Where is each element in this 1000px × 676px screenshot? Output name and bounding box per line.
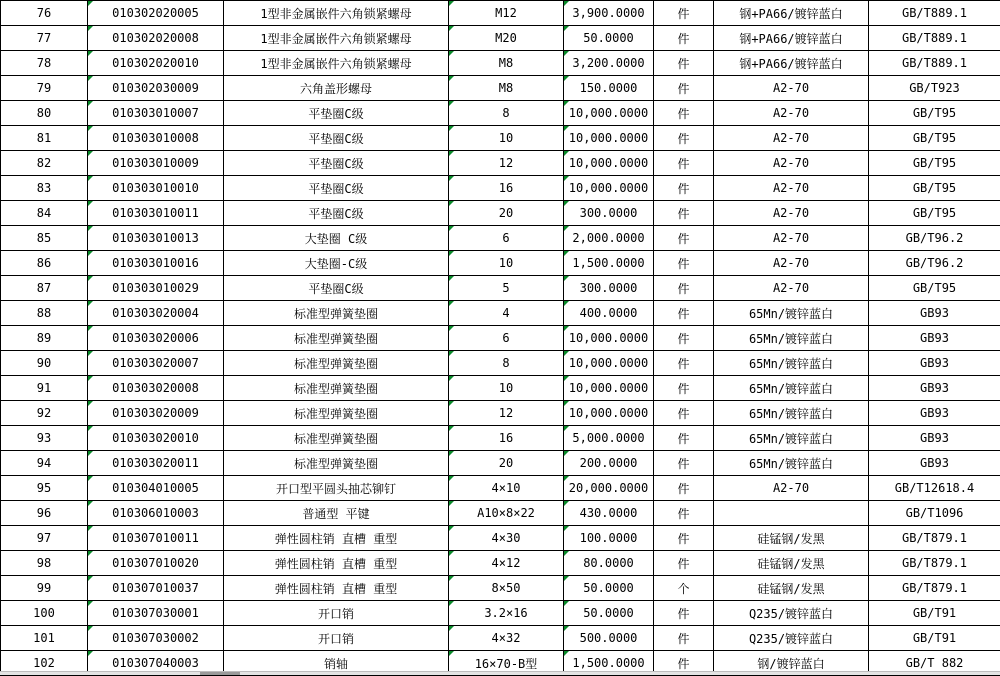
material-cell[interactable]: A2-70 bbox=[714, 276, 869, 301]
spec-cell[interactable]: 12 bbox=[449, 401, 564, 426]
row-number-cell[interactable]: 86 bbox=[1, 251, 88, 276]
row-number-cell[interactable]: 88 bbox=[1, 301, 88, 326]
item-code-cell[interactable]: 010303010016 bbox=[88, 251, 224, 276]
quantity-cell[interactable]: 1,500.0000 bbox=[564, 251, 654, 276]
row-number-cell[interactable]: 82 bbox=[1, 151, 88, 176]
quantity-cell[interactable]: 10,000.0000 bbox=[564, 326, 654, 351]
item-name-cell[interactable]: 开口销 bbox=[224, 601, 449, 626]
quantity-cell[interactable]: 50.0000 bbox=[564, 601, 654, 626]
row-number-cell[interactable]: 84 bbox=[1, 201, 88, 226]
quantity-cell[interactable]: 10,000.0000 bbox=[564, 176, 654, 201]
material-cell[interactable]: A2-70 bbox=[714, 176, 869, 201]
item-code-cell[interactable]: 010303020008 bbox=[88, 376, 224, 401]
standard-cell[interactable]: GB/T95 bbox=[869, 201, 1000, 226]
table-row bbox=[1, 51, 1000, 76]
item-name-cell[interactable]: 1型非金属嵌件六角锁紧螺母 bbox=[224, 26, 449, 51]
material-cell[interactable]: Q235/镀锌蓝白 bbox=[714, 601, 869, 626]
spec-cell[interactable]: 20 bbox=[449, 201, 564, 226]
row-number-cell[interactable]: 94 bbox=[1, 451, 88, 476]
material-cell[interactable]: 65Mn/镀锌蓝白 bbox=[714, 426, 869, 451]
spec-cell[interactable]: 16×70-B型 bbox=[449, 651, 564, 676]
item-name-cell[interactable]: 平垫圈C级 bbox=[224, 201, 449, 226]
material-cell[interactable]: A2-70 bbox=[714, 476, 869, 501]
unit-cell[interactable]: 件 bbox=[654, 351, 714, 376]
spec-cell[interactable]: 4×12 bbox=[449, 551, 564, 576]
item-name-cell[interactable]: 标准型弹簧垫圈 bbox=[224, 401, 449, 426]
spec-cell[interactable]: 8 bbox=[449, 351, 564, 376]
row-number-cell[interactable]: 91 bbox=[1, 376, 88, 401]
row-number-cell[interactable]: 102 bbox=[1, 651, 88, 676]
spec-cell[interactable]: 16 bbox=[449, 426, 564, 451]
table-row bbox=[1, 151, 1000, 176]
material-cell[interactable]: A2-70 bbox=[714, 226, 869, 251]
item-code-cell[interactable]: 010303010011 bbox=[88, 201, 224, 226]
material-cell[interactable]: 硅锰钢/发黑 bbox=[714, 526, 869, 551]
row-number-cell[interactable]: 97 bbox=[1, 526, 88, 551]
item-code-cell[interactable]: 010303010008 bbox=[88, 126, 224, 151]
unit-cell[interactable]: 件 bbox=[654, 51, 714, 76]
material-cell[interactable]: A2-70 bbox=[714, 151, 869, 176]
spec-cell[interactable]: 10 bbox=[449, 251, 564, 276]
material-cell[interactable]: A2-70 bbox=[714, 251, 869, 276]
item-code-cell[interactable]: 010303020007 bbox=[88, 351, 224, 376]
unit-cell[interactable]: 件 bbox=[654, 1, 714, 26]
table-row bbox=[1, 126, 1000, 151]
unit-cell[interactable]: 件 bbox=[654, 451, 714, 476]
spec-cell[interactable]: 10 bbox=[449, 126, 564, 151]
unit-cell[interactable]: 件 bbox=[654, 326, 714, 351]
item-name-cell[interactable]: 平垫圈C级 bbox=[224, 176, 449, 201]
unit-cell[interactable]: 件 bbox=[654, 126, 714, 151]
item-code-cell[interactable]: 010307030001 bbox=[88, 601, 224, 626]
unit-cell[interactable]: 件 bbox=[654, 276, 714, 301]
row-number-cell[interactable]: 99 bbox=[1, 576, 88, 601]
quantity-cell[interactable]: 3,900.0000 bbox=[564, 1, 654, 26]
standard-cell[interactable]: GB/T879.1 bbox=[869, 526, 1000, 551]
row-number-cell[interactable]: 101 bbox=[1, 626, 88, 651]
unit-cell[interactable]: 件 bbox=[654, 426, 714, 451]
spec-cell[interactable]: 6 bbox=[449, 226, 564, 251]
table-row bbox=[1, 251, 1000, 276]
spec-cell[interactable]: M8 bbox=[449, 76, 564, 101]
table-row bbox=[1, 501, 1000, 526]
quantity-cell[interactable]: 10,000.0000 bbox=[564, 101, 654, 126]
unit-cell[interactable]: 件 bbox=[654, 376, 714, 401]
table-row bbox=[1, 301, 1000, 326]
quantity-cell[interactable]: 10,000.0000 bbox=[564, 376, 654, 401]
material-cell[interactable]: A2-70 bbox=[714, 126, 869, 151]
quantity-cell[interactable]: 50.0000 bbox=[564, 576, 654, 601]
material-cell[interactable]: A2-70 bbox=[714, 101, 869, 126]
spreadsheet-body bbox=[1, 1, 1000, 676]
item-code-cell[interactable]: 010303020004 bbox=[88, 301, 224, 326]
horizontal-scrollbar[interactable] bbox=[0, 671, 1000, 675]
material-cell[interactable]: 硅锰钢/发黑 bbox=[714, 551, 869, 576]
table-row bbox=[1, 276, 1000, 301]
table-row bbox=[1, 76, 1000, 101]
quantity-cell[interactable]: 1,500.0000 bbox=[564, 651, 654, 676]
spec-cell[interactable]: 20 bbox=[449, 451, 564, 476]
table-row bbox=[1, 101, 1000, 126]
table-row bbox=[1, 226, 1000, 251]
unit-cell[interactable]: 件 bbox=[654, 301, 714, 326]
standard-cell[interactable]: GB93 bbox=[869, 426, 1000, 451]
item-code-cell[interactable]: 010303020009 bbox=[88, 401, 224, 426]
item-code-cell[interactable]: 010302020010 bbox=[88, 51, 224, 76]
material-cell[interactable]: 钢+PA66/镀锌蓝白 bbox=[714, 26, 869, 51]
table-row bbox=[1, 426, 1000, 451]
item-name-cell[interactable]: 1型非金属嵌件六角锁紧螺母 bbox=[224, 1, 449, 26]
table-row bbox=[1, 601, 1000, 626]
item-code-cell[interactable]: 010302020005 bbox=[88, 1, 224, 26]
unit-cell[interactable]: 件 bbox=[654, 626, 714, 651]
item-name-cell[interactable]: 普通型 平键 bbox=[224, 501, 449, 526]
row-number-cell[interactable]: 93 bbox=[1, 426, 88, 451]
material-cell[interactable]: A2-70 bbox=[714, 201, 869, 226]
item-name-cell[interactable]: 平垫圈C级 bbox=[224, 126, 449, 151]
quantity-cell[interactable]: 100.0000 bbox=[564, 526, 654, 551]
item-code-cell[interactable]: 010302020008 bbox=[88, 26, 224, 51]
row-number-cell[interactable]: 92 bbox=[1, 401, 88, 426]
table-row bbox=[1, 451, 1000, 476]
item-code-cell[interactable]: 010303020006 bbox=[88, 326, 224, 351]
spec-cell[interactable]: M12 bbox=[449, 1, 564, 26]
item-code-cell[interactable]: 010303010007 bbox=[88, 101, 224, 126]
unit-cell[interactable]: 件 bbox=[654, 76, 714, 101]
item-name-cell[interactable]: 六角盖形螺母 bbox=[224, 76, 449, 101]
row-number-cell[interactable]: 78 bbox=[1, 51, 88, 76]
item-code-cell[interactable]: 010302030009 bbox=[88, 76, 224, 101]
quantity-cell[interactable]: 300.0000 bbox=[564, 276, 654, 301]
table-row bbox=[1, 1, 1000, 26]
spec-cell[interactable]: 16 bbox=[449, 176, 564, 201]
material-cell[interactable]: Q235/镀锌蓝白 bbox=[714, 626, 869, 651]
item-code-cell[interactable]: 010304010005 bbox=[88, 476, 224, 501]
standard-cell[interactable]: GB/T95 bbox=[869, 176, 1000, 201]
item-code-cell[interactable]: 010303010010 bbox=[88, 176, 224, 201]
standard-cell[interactable]: GB93 bbox=[869, 326, 1000, 351]
item-name-cell[interactable]: 开口销 bbox=[224, 626, 449, 651]
item-code-cell[interactable]: 010303010009 bbox=[88, 151, 224, 176]
unit-cell[interactable]: 件 bbox=[654, 551, 714, 576]
material-cell[interactable]: 钢/镀锌蓝白 bbox=[714, 651, 869, 676]
table-row bbox=[1, 476, 1000, 501]
standard-cell[interactable]: GB93 bbox=[869, 401, 1000, 426]
item-name-cell[interactable]: 开口型平圆头抽芯铆钉 bbox=[224, 476, 449, 501]
item-name-cell[interactable]: 标准型弹簧垫圈 bbox=[224, 301, 449, 326]
table-row bbox=[1, 326, 1000, 351]
spec-cell[interactable]: 12 bbox=[449, 151, 564, 176]
row-number-cell[interactable]: 81 bbox=[1, 126, 88, 151]
quantity-cell[interactable]: 10,000.0000 bbox=[564, 401, 654, 426]
standard-cell[interactable]: GB/T95 bbox=[869, 126, 1000, 151]
material-cell[interactable]: A2-70 bbox=[714, 76, 869, 101]
spec-cell[interactable]: M20 bbox=[449, 26, 564, 51]
item-name-cell[interactable]: 标准型弹簧垫圈 bbox=[224, 351, 449, 376]
quantity-cell[interactable]: 400.0000 bbox=[564, 301, 654, 326]
item-name-cell[interactable]: 标准型弹簧垫圈 bbox=[224, 326, 449, 351]
material-cell[interactable]: 钢+PA66/镀锌蓝白 bbox=[714, 51, 869, 76]
row-number-cell[interactable]: 79 bbox=[1, 76, 88, 101]
row-number-cell[interactable]: 96 bbox=[1, 501, 88, 526]
standard-cell[interactable]: GB93 bbox=[869, 451, 1000, 476]
unit-cell[interactable]: 件 bbox=[654, 476, 714, 501]
table-row bbox=[1, 401, 1000, 426]
standard-cell[interactable]: GB/T91 bbox=[869, 626, 1000, 651]
item-name-cell[interactable]: 标准型弹簧垫圈 bbox=[224, 376, 449, 401]
spec-cell[interactable]: 3.2×16 bbox=[449, 601, 564, 626]
item-name-cell[interactable]: 弹性圆柱销 直槽 重型 bbox=[224, 551, 449, 576]
material-cell[interactable]: 65Mn/镀锌蓝白 bbox=[714, 401, 869, 426]
table-row bbox=[1, 201, 1000, 226]
spec-cell[interactable]: M8 bbox=[449, 51, 564, 76]
quantity-cell[interactable]: 80.0000 bbox=[564, 551, 654, 576]
standard-cell[interactable]: GB/T95 bbox=[869, 151, 1000, 176]
row-number-cell[interactable]: 83 bbox=[1, 176, 88, 201]
spec-cell[interactable]: 4×30 bbox=[449, 526, 564, 551]
standard-cell[interactable]: GB93 bbox=[869, 376, 1000, 401]
standard-cell[interactable]: GB93 bbox=[869, 351, 1000, 376]
standard-cell[interactable]: GB/T96.2 bbox=[869, 226, 1000, 251]
quantity-cell[interactable]: 10,000.0000 bbox=[564, 351, 654, 376]
unit-cell[interactable]: 件 bbox=[654, 151, 714, 176]
material-cell[interactable]: 65Mn/镀锌蓝白 bbox=[714, 301, 869, 326]
table-row bbox=[1, 576, 1000, 601]
standard-cell[interactable]: GB/T95 bbox=[869, 276, 1000, 301]
table-row bbox=[1, 26, 1000, 51]
material-cell[interactable]: 钢+PA66/镀锌蓝白 bbox=[714, 1, 869, 26]
material-cell[interactable]: 65Mn/镀锌蓝白 bbox=[714, 451, 869, 476]
item-code-cell[interactable]: 010303020011 bbox=[88, 451, 224, 476]
spec-cell[interactable]: 4×10 bbox=[449, 476, 564, 501]
row-number-cell[interactable]: 98 bbox=[1, 551, 88, 576]
unit-cell[interactable]: 件 bbox=[654, 651, 714, 676]
item-name-cell[interactable]: 大垫圈 C级 bbox=[224, 226, 449, 251]
spec-cell[interactable]: 4×32 bbox=[449, 626, 564, 651]
material-cell[interactable] bbox=[714, 501, 869, 526]
quantity-cell[interactable]: 3,200.0000 bbox=[564, 51, 654, 76]
standard-cell[interactable]: GB/T95 bbox=[869, 101, 1000, 126]
material-cell[interactable]: 65Mn/镀锌蓝白 bbox=[714, 326, 869, 351]
table-row bbox=[1, 176, 1000, 201]
spec-cell[interactable]: A10×8×22 bbox=[449, 501, 564, 526]
spec-cell[interactable]: 8 bbox=[449, 101, 564, 126]
spec-cell[interactable]: 8×50 bbox=[449, 576, 564, 601]
table-row bbox=[1, 376, 1000, 401]
quantity-cell[interactable]: 20,000.0000 bbox=[564, 476, 654, 501]
standard-cell[interactable]: GB/T 882 bbox=[869, 651, 1000, 676]
standard-cell[interactable]: GB/T889.1 bbox=[869, 26, 1000, 51]
item-name-cell[interactable]: 标准型弹簧垫圈 bbox=[224, 426, 449, 451]
quantity-cell[interactable]: 200.0000 bbox=[564, 451, 654, 476]
quantity-cell[interactable]: 10,000.0000 bbox=[564, 151, 654, 176]
unit-cell[interactable]: 件 bbox=[654, 401, 714, 426]
row-number-cell[interactable]: 95 bbox=[1, 476, 88, 501]
row-number-cell[interactable]: 80 bbox=[1, 101, 88, 126]
material-cell[interactable]: 硅锰钢/发黑 bbox=[714, 576, 869, 601]
spec-cell[interactable]: 4 bbox=[449, 301, 564, 326]
item-name-cell[interactable]: 平垫圈C级 bbox=[224, 101, 449, 126]
row-number-cell[interactable]: 89 bbox=[1, 326, 88, 351]
standard-cell[interactable]: GB/T96.2 bbox=[869, 251, 1000, 276]
item-name-cell[interactable]: 平垫圈C级 bbox=[224, 151, 449, 176]
table-row bbox=[1, 551, 1000, 576]
unit-cell[interactable]: 件 bbox=[654, 251, 714, 276]
item-name-cell[interactable]: 平垫圈C级 bbox=[224, 276, 449, 301]
item-code-cell[interactable]: 010307010020 bbox=[88, 551, 224, 576]
table-row bbox=[1, 626, 1000, 651]
spec-cell[interactable]: 10 bbox=[449, 376, 564, 401]
material-cell[interactable]: 65Mn/镀锌蓝白 bbox=[714, 351, 869, 376]
unit-cell[interactable]: 件 bbox=[654, 201, 714, 226]
standard-cell[interactable]: GB/T889.1 bbox=[869, 51, 1000, 76]
quantity-cell[interactable]: 2,000.0000 bbox=[564, 226, 654, 251]
standard-cell[interactable]: GB/T923 bbox=[869, 76, 1000, 101]
standard-cell[interactable]: GB/T1096 bbox=[869, 501, 1000, 526]
row-number-cell[interactable]: 76 bbox=[1, 1, 88, 26]
spec-cell[interactable]: 5 bbox=[449, 276, 564, 301]
item-code-cell[interactable]: 010307030002 bbox=[88, 626, 224, 651]
standard-cell[interactable]: GB/T879.1 bbox=[869, 576, 1000, 601]
unit-cell[interactable]: 件 bbox=[654, 26, 714, 51]
standard-cell[interactable]: GB/T879.1 bbox=[869, 551, 1000, 576]
row-number-cell[interactable]: 100 bbox=[1, 601, 88, 626]
standard-cell[interactable]: GB93 bbox=[869, 301, 1000, 326]
item-code-cell[interactable]: 010303020010 bbox=[88, 426, 224, 451]
item-name-cell[interactable]: 标准型弹簧垫圈 bbox=[224, 451, 449, 476]
item-name-cell[interactable]: 弹性圆柱销 直槽 重型 bbox=[224, 526, 449, 551]
item-name-cell[interactable]: 弹性圆柱销 直槽 重型 bbox=[224, 576, 449, 601]
quantity-cell[interactable]: 5,000.0000 bbox=[564, 426, 654, 451]
quantity-cell[interactable]: 430.0000 bbox=[564, 501, 654, 526]
standard-cell[interactable]: GB/T12618.4 bbox=[869, 476, 1000, 501]
unit-cell[interactable]: 件 bbox=[654, 226, 714, 251]
row-number-cell[interactable]: 87 bbox=[1, 276, 88, 301]
unit-cell[interactable]: 件 bbox=[654, 176, 714, 201]
item-code-cell[interactable]: 010306010003 bbox=[88, 501, 224, 526]
item-code-cell[interactable]: 010303010029 bbox=[88, 276, 224, 301]
spec-cell[interactable]: 6 bbox=[449, 326, 564, 351]
table-row bbox=[1, 351, 1000, 376]
unit-cell[interactable]: 件 bbox=[654, 526, 714, 551]
quantity-cell[interactable]: 150.0000 bbox=[564, 76, 654, 101]
unit-cell[interactable]: 件 bbox=[654, 101, 714, 126]
table-row bbox=[1, 526, 1000, 551]
item-code-cell[interactable]: 010307040003 bbox=[88, 651, 224, 676]
quantity-cell[interactable]: 10,000.0000 bbox=[564, 126, 654, 151]
unit-cell[interactable]: 件 bbox=[654, 501, 714, 526]
item-code-cell[interactable]: 010307010037 bbox=[88, 576, 224, 601]
row-number-cell[interactable]: 85 bbox=[1, 226, 88, 251]
quantity-cell[interactable]: 300.0000 bbox=[564, 201, 654, 226]
item-name-cell[interactable]: 1型非金属嵌件六角锁紧螺母 bbox=[224, 51, 449, 76]
standard-cell[interactable]: GB/T91 bbox=[869, 601, 1000, 626]
item-name-cell[interactable]: 大垫圈-C级 bbox=[224, 251, 449, 276]
item-code-cell[interactable]: 010303010013 bbox=[88, 226, 224, 251]
item-code-cell[interactable]: 010307010011 bbox=[88, 526, 224, 551]
item-name-cell[interactable]: 销轴 bbox=[224, 651, 449, 676]
unit-cell[interactable]: 个 bbox=[654, 576, 714, 601]
quantity-cell[interactable]: 500.0000 bbox=[564, 626, 654, 651]
quantity-cell[interactable]: 50.0000 bbox=[564, 26, 654, 51]
unit-cell[interactable]: 件 bbox=[654, 601, 714, 626]
row-number-cell[interactable]: 77 bbox=[1, 26, 88, 51]
row-number-cell[interactable]: 90 bbox=[1, 351, 88, 376]
standard-cell[interactable]: GB/T889.1 bbox=[869, 1, 1000, 26]
material-cell[interactable]: 65Mn/镀锌蓝白 bbox=[714, 376, 869, 401]
